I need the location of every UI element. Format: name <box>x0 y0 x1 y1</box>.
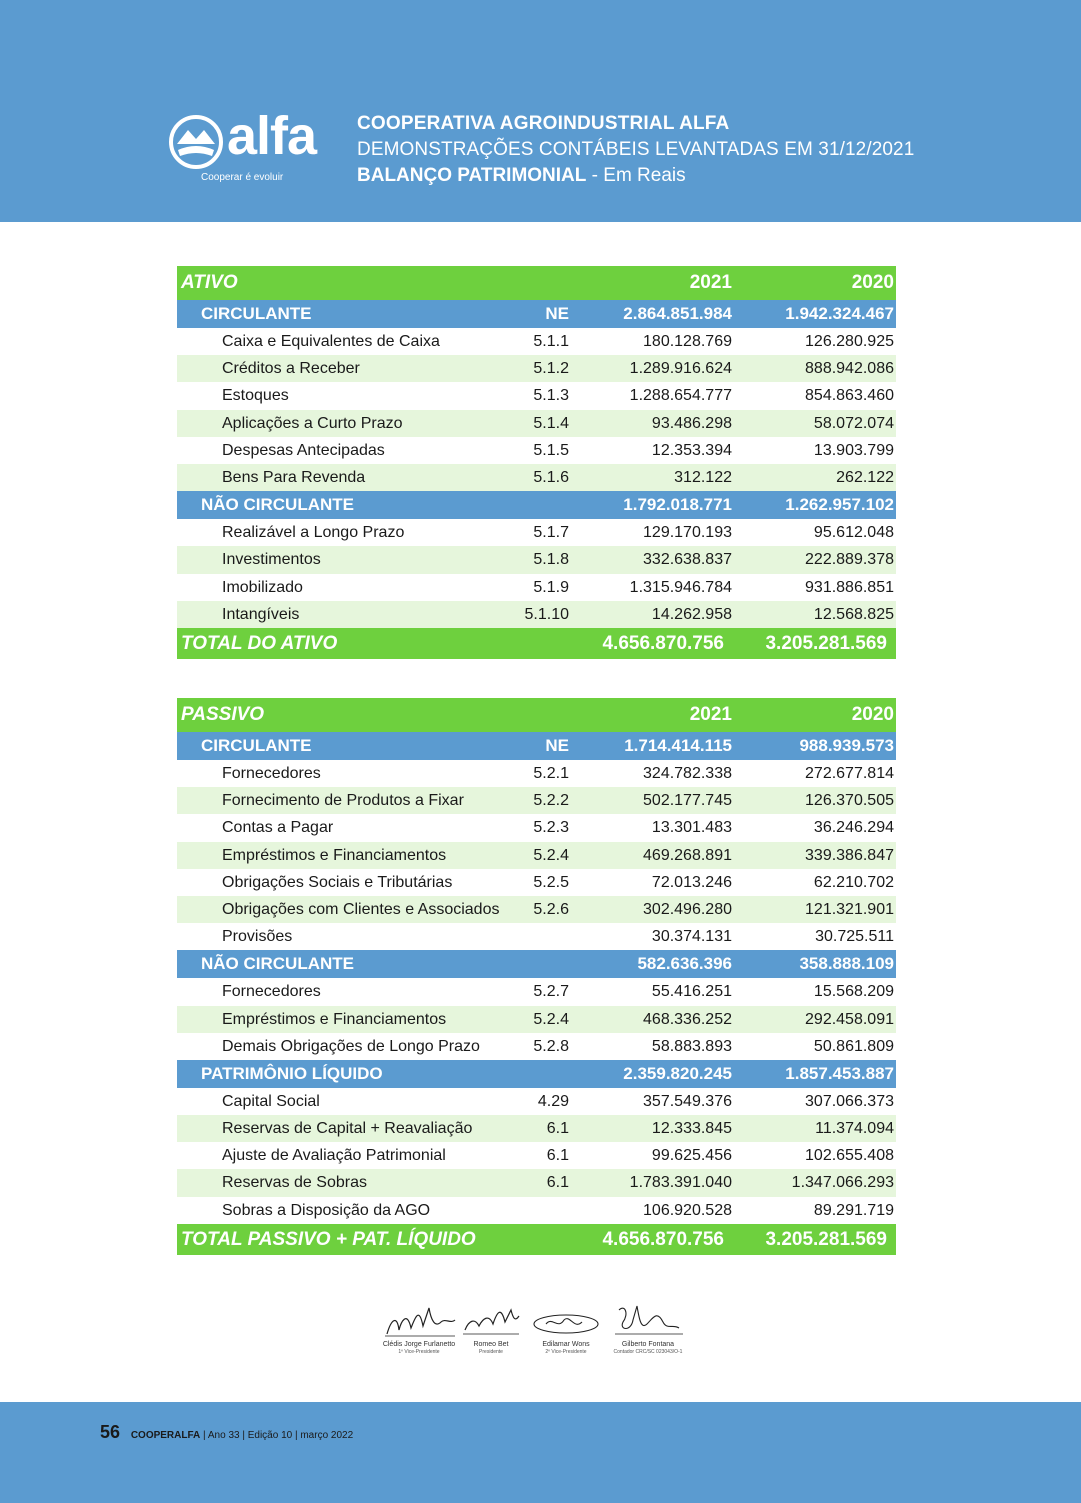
value-2020: 50.861.809 <box>813 1037 894 1055</box>
year-2020-header: 2020 <box>851 704 894 725</box>
table-row <box>177 869 896 896</box>
value-2020: 36.246.294 <box>813 819 894 837</box>
value-2020: 307.066.373 <box>805 1092 894 1110</box>
note-ref: 5.1.3 <box>533 387 569 405</box>
value-2021: 1.783.391.040 <box>629 1174 732 1192</box>
row-label: Fornecedores <box>222 983 321 1001</box>
handwritten-signature-icon <box>530 1300 602 1340</box>
total-row <box>177 628 896 659</box>
note-ref: 6.1 <box>546 1174 569 1192</box>
row-label: Empréstimos e Financiamentos <box>222 1010 447 1028</box>
note-ref: NE <box>545 304 569 323</box>
value-2021: 1.289.916.624 <box>629 360 732 378</box>
table-row <box>177 382 896 409</box>
signatory-name: Clédis Jorge Furlanetto <box>382 1341 456 1348</box>
value-2020: 62.210.702 <box>813 873 894 891</box>
value-2021: 12.333.845 <box>651 1120 732 1138</box>
table-row <box>177 1197 896 1224</box>
table-row <box>177 923 896 950</box>
total-2021: 4.656.870.756 <box>602 1228 724 1250</box>
note-ref: 5.2.4 <box>533 846 569 864</box>
value-2021: 93.486.298 <box>651 414 732 432</box>
ativo-rows <box>177 300 896 628</box>
note-ref: 5.2.3 <box>533 819 569 837</box>
value-2020: 89.291.719 <box>813 1201 894 1219</box>
value-2021: 302.496.280 <box>643 900 732 918</box>
value-2021: 582.636.396 <box>637 954 732 974</box>
total-row <box>177 1224 896 1255</box>
table-row <box>177 546 896 573</box>
signatory-role: 1º Vice-Presidente <box>398 1349 440 1355</box>
row-label: Ajuste de Avaliação Patrimonial <box>222 1147 446 1165</box>
value-2020: 262.122 <box>836 468 894 486</box>
header-band <box>0 0 1081 222</box>
statement-title-bold: BALANÇO PATRIMONIAL <box>357 165 587 186</box>
signatory-name: Romeo Bet <box>473 1341 509 1348</box>
note-ref: 5.2.5 <box>533 873 569 891</box>
row-label: Aplicações a Curto Prazo <box>222 414 403 432</box>
row-label: Obrigações Sociais e Tributárias <box>222 873 453 891</box>
value-2021: 1.315.946.784 <box>629 578 732 596</box>
table-row <box>177 1033 896 1060</box>
value-2020: 931.886.851 <box>805 578 894 596</box>
value-2020: 988.939.573 <box>799 736 894 755</box>
table-row <box>177 896 896 923</box>
note-ref: 5.1.5 <box>533 441 569 459</box>
value-2020: 1.857.453.887 <box>785 1063 894 1083</box>
row-label: NÃO CIRCULANTE <box>201 954 354 974</box>
handwritten-signature-icon <box>611 1300 685 1340</box>
value-2020: 11.374.094 <box>815 1120 894 1138</box>
group-row <box>177 491 896 519</box>
value-2020: 1.942.324.467 <box>785 304 894 323</box>
row-label: Caixa e Equivalentes de Caixa <box>222 333 440 350</box>
row-label: Demais Obrigações de Longo Prazo <box>222 1037 480 1055</box>
row-label: Intangíveis <box>222 605 300 623</box>
signatory-role: 2º Vice-Presidente <box>545 1349 587 1355</box>
value-2021: 2.359.820.245 <box>623 1063 732 1083</box>
issue-info: | Ano 33 | Edição 10 | março 2022 <box>203 1430 354 1441</box>
row-label: Contas a Pagar <box>222 819 334 837</box>
value-2021: 469.268.891 <box>643 846 732 864</box>
value-2021: 99.625.456 <box>651 1147 732 1165</box>
row-label: CIRCULANTE <box>201 736 312 755</box>
total-label: TOTAL PASSIVO + PAT. LÍQUIDO <box>181 1228 476 1250</box>
note-ref: 5.1.7 <box>533 524 569 542</box>
value-2020: 30.725.511 <box>815 928 894 946</box>
value-2021: 12.353.394 <box>651 441 732 459</box>
row-label: PATRIMÔNIO LÍQUIDO <box>201 1063 383 1083</box>
row-label: Empréstimos e Financiamentos <box>222 846 447 864</box>
value-2020: 15.568.209 <box>813 983 894 1001</box>
row-label: Créditos a Receber <box>222 360 360 378</box>
row-label: Capital Social <box>222 1092 320 1110</box>
table-row <box>177 464 896 491</box>
value-2020: 339.386.847 <box>805 846 894 864</box>
table-row <box>177 814 896 841</box>
table-header <box>177 266 896 300</box>
value-2021: 55.416.251 <box>651 983 732 1001</box>
value-2020: 272.677.814 <box>805 765 894 782</box>
value-2021: 1.714.414.115 <box>624 736 732 755</box>
table-row <box>177 1169 896 1196</box>
value-2020: 121.321.901 <box>805 900 894 918</box>
value-2021: 180.128.769 <box>643 333 732 350</box>
note-ref: 4.29 <box>537 1092 569 1110</box>
note-ref: 5.2.6 <box>533 900 569 918</box>
total-label: TOTAL DO ATIVO <box>181 632 338 654</box>
value-2021: 324.782.338 <box>643 765 732 782</box>
signatory-role: Presidente <box>479 1349 503 1355</box>
row-label: Despesas Antecipadas <box>222 441 385 459</box>
row-label: Obrigações com Clientes e Associados <box>222 900 500 918</box>
value-2021: 468.336.252 <box>643 1010 732 1028</box>
note-ref: 5.1.2 <box>533 360 569 378</box>
year-2020-header: 2020 <box>851 272 894 293</box>
value-2020: 358.888.109 <box>799 954 894 974</box>
table-row <box>177 328 896 355</box>
table-row <box>177 519 896 546</box>
row-label: Fornecedores <box>222 765 321 782</box>
value-2020: 12.568.825 <box>813 605 894 623</box>
value-2021: 106.920.528 <box>643 1201 732 1219</box>
company-name: COOPERATIVA AGROINDUSTRIAL ALFA <box>357 113 730 134</box>
total-2021: 4.656.870.756 <box>602 632 724 654</box>
row-label: Reservas de Capital + Reavaliação <box>222 1120 473 1138</box>
signatory-name: Gilberto Fontana <box>621 1341 675 1348</box>
page-number: 56 <box>100 1422 121 1442</box>
year-2021-header: 2021 <box>689 272 732 293</box>
signatory-name: Edilamar Wons <box>542 1341 590 1348</box>
note-ref: 5.1.6 <box>533 468 569 486</box>
table-row <box>177 760 896 787</box>
row-label: CIRCULANTE <box>201 304 312 323</box>
value-2021: 1.288.654.777 <box>629 387 732 405</box>
signatory-role: Contador CRC/SC 023043/O-1 <box>613 1349 683 1355</box>
note-ref: 5.1.9 <box>533 578 569 596</box>
magazine-name: COOPERALFA <box>130 1430 201 1441</box>
value-2021: 357.549.376 <box>643 1092 732 1110</box>
signature-block <box>378 1300 460 1364</box>
group-row <box>177 300 896 328</box>
statement-title-unit: - Em Reais <box>586 165 686 186</box>
value-2020: 292.458.091 <box>805 1010 894 1028</box>
row-label: Estoques <box>222 387 289 405</box>
row-label: Imobilizado <box>222 578 303 596</box>
value-2020: 95.612.048 <box>813 524 894 542</box>
table-header <box>177 698 896 732</box>
passivo-rows <box>177 732 896 1224</box>
note-ref: 5.2.1 <box>533 765 569 782</box>
value-2021: 312.122 <box>674 468 732 486</box>
row-label: Bens Para Revenda <box>222 468 366 486</box>
note-ref: 5.1.8 <box>533 551 569 569</box>
value-2020: 126.280.925 <box>805 333 894 350</box>
value-2020: 13.903.799 <box>813 441 894 459</box>
logo-wordmark: alfa <box>227 106 317 166</box>
value-2020: 222.889.378 <box>805 551 894 569</box>
note-ref: 5.1.10 <box>524 605 569 623</box>
logo-tagline: Cooperar é evoluir <box>201 172 284 183</box>
group-row <box>177 950 896 978</box>
passivo-table <box>177 698 896 1255</box>
table-row <box>177 842 896 869</box>
table-row <box>177 1088 896 1115</box>
row-label: Sobras a Disposição da AGO <box>222 1201 431 1219</box>
alfa-logo-icon <box>168 114 224 170</box>
handwritten-signature-icon <box>461 1300 521 1340</box>
value-2021: 1.792.018.771 <box>623 495 732 515</box>
table-row <box>177 787 896 814</box>
alfa-logo <box>168 106 328 192</box>
statement-subtitle: DEMONSTRAÇÕES CONTÁBEIS LEVANTADAS EM 31/12/2021 <box>357 139 915 160</box>
value-2021: 129.170.193 <box>643 524 732 542</box>
signature-block <box>528 1300 604 1364</box>
handwritten-signature-icon <box>381 1300 457 1340</box>
value-2021: 72.013.246 <box>651 873 732 891</box>
value-2021: 13.301.483 <box>651 819 732 837</box>
group-row <box>177 1060 896 1088</box>
signatures <box>378 1300 688 1364</box>
document-heading <box>357 112 914 188</box>
row-label: Investimentos <box>222 551 321 569</box>
value-2021: 58.883.893 <box>651 1037 732 1055</box>
table-row <box>177 355 896 382</box>
table-row <box>177 410 896 437</box>
note-ref: 5.2.2 <box>533 792 569 810</box>
note-ref: 6.1 <box>546 1147 569 1165</box>
signature-block <box>608 1300 688 1364</box>
value-2020: 888.942.086 <box>805 360 894 378</box>
note-ref: NE <box>545 736 569 755</box>
value-2021: 502.177.745 <box>643 792 732 810</box>
value-2020: 854.863.460 <box>805 387 894 405</box>
section-title: ATIVO <box>181 272 238 293</box>
total-2020: 3.205.281.569 <box>765 1228 887 1250</box>
value-2020: 1.262.957.102 <box>785 495 894 515</box>
ativo-table <box>177 266 896 659</box>
row-label: NÃO CIRCULANTE <box>201 495 354 515</box>
group-row <box>177 732 896 760</box>
value-2021: 2.864.851.984 <box>623 304 732 323</box>
section-title: PASSIVO <box>181 704 265 725</box>
signature-block <box>460 1300 522 1364</box>
table-row <box>177 1115 896 1142</box>
note-ref: 5.2.8 <box>533 1037 569 1055</box>
table-row <box>177 978 896 1005</box>
year-2021-header: 2021 <box>689 704 732 725</box>
note-ref: 5.2.4 <box>533 1010 569 1028</box>
page-footer <box>100 1421 353 1447</box>
total-2020: 3.205.281.569 <box>765 632 887 654</box>
row-label: Reservas de Sobras <box>222 1174 367 1192</box>
note-ref: 5.1.1 <box>533 333 569 350</box>
table-row <box>177 1006 896 1033</box>
value-2020: 1.347.066.293 <box>791 1174 894 1192</box>
table-row <box>177 437 896 464</box>
value-2021: 332.638.837 <box>643 551 732 569</box>
footer-band <box>0 1402 1081 1503</box>
row-label: Realizável a Longo Prazo <box>222 524 405 542</box>
note-ref: 6.1 <box>546 1120 569 1138</box>
value-2020: 102.655.408 <box>805 1147 894 1165</box>
row-label: Fornecimento de Produtos a Fixar <box>222 792 464 810</box>
row-label: Provisões <box>222 928 293 946</box>
table-row <box>177 1142 896 1169</box>
note-ref: 5.1.4 <box>533 414 569 432</box>
table-row <box>177 601 896 628</box>
value-2021: 14.262.958 <box>651 605 732 623</box>
statement-title <box>357 164 914 188</box>
value-2020: 58.072.074 <box>813 414 894 432</box>
note-ref: 5.2.7 <box>533 983 569 1001</box>
value-2020: 126.370.505 <box>805 792 894 810</box>
table-row <box>177 574 896 601</box>
value-2021: 30.374.131 <box>651 928 732 946</box>
